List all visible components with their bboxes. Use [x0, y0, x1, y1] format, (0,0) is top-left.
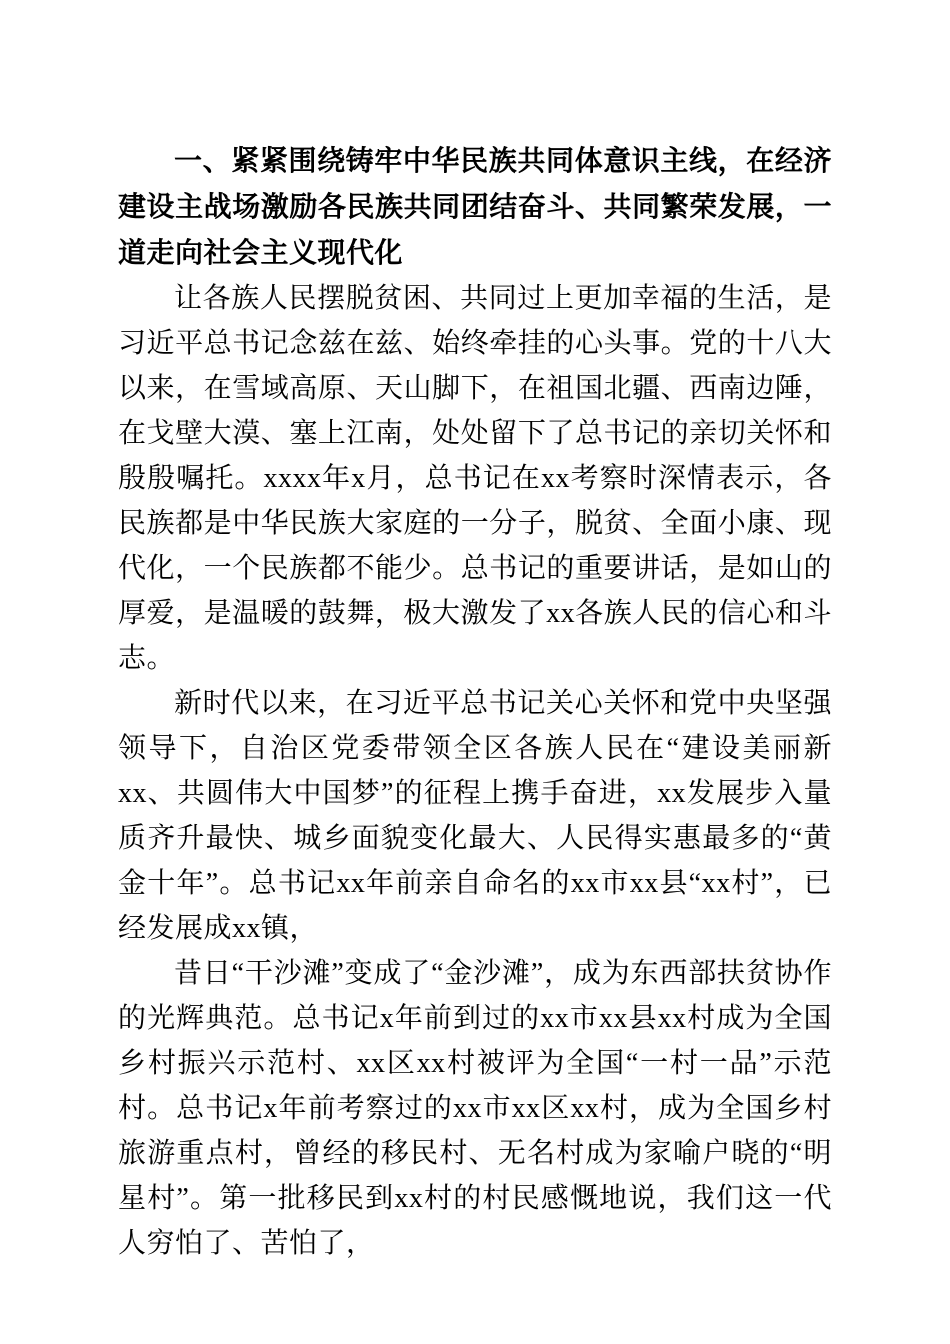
paragraph-2: 新时代以来，在习近平总书记关心关怀和党中央坚强领导下，自治区党委带领全区各族人民在“建设美丽新xx、共圆伟大中国梦”的征程上携手奋进，xx发展步入量质齐升最快、城乡面貌变化最大、人民得实惠最多的“黄金十年”。总书记xx年前亲自命名的xx市xx县“xx村”，已经发展成xx镇，	[118, 688, 832, 944]
paragraph-3: 昔日“干沙滩”变成了“金沙滩”，成为东西部扶贫协作的光辉典范。总书记x年前到过的xx市xx县xx村成为全国乡村振兴示范村、xx区xx村被评为全国“一村一品”示范村。总书记x年前考察过的xx市xx区xx村，成为全国乡村旅游重点村，曾经的移民村、无名村成为家喻户晓的“明星村”。第一批移民到xx村的村民感慨地说，我们这一代人穷怕了、苦怕了，	[118, 958, 832, 1259]
paragraph-1: 让各族人民摆脱贫困、共同过上更加幸福的生活，是习近平总书记念兹在兹、始终牵挂的心头事。党的十八大以来，在雪域高原、天山脚下，在祖国北疆、西南边陲，在戈壁大漠、塞上江南，处处留下了总书记的亲切关怀和殷殷嘱托。xxxx年x月，总书记在xx考察时深情表示，各民族都是中华民族大家庭的一分子，脱贫、全面小康、现代化，一个民族都不能少。总书记的重要讲话，是如山的厚爱，是温暖的鼓舞，极大激发了xx各族人民的信心和斗志。	[118, 283, 832, 674]
section-heading: 一、紧紧围绕铸牢中华民族共同体意识主线，在经济建设主战场激励各民族共同团结奋斗、共同繁荣发展，一道走向社会主义现代化	[118, 145, 832, 268]
